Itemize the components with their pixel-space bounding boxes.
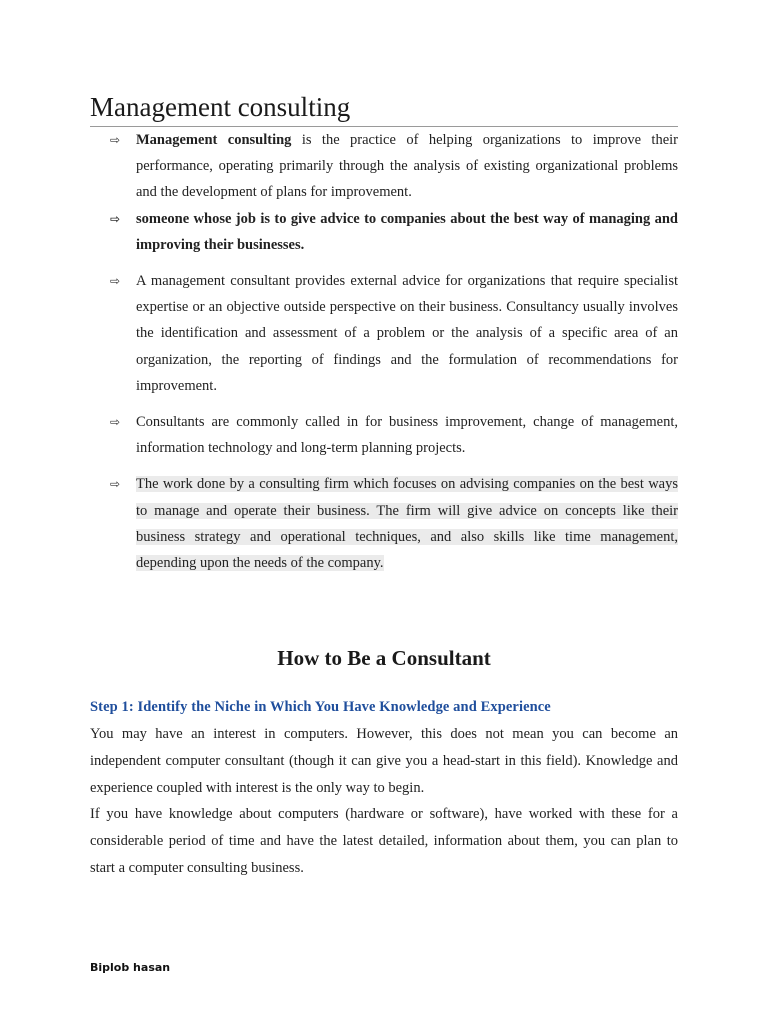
list-item bbox=[108, 409, 678, 461]
arrow-right-icon: ⇨ bbox=[110, 274, 121, 289]
footer-author: Biplob hasan bbox=[90, 961, 171, 974]
paragraph: If you have knowledge about computers (hardware or software), have worked with these for a considerable period of time and have the latest detailed, information about them, you can plan to start a computer consulting business. bbox=[90, 806, 678, 876]
bullet-text: is the practice of helping organizations to improve their performance, operating primarily through the analysis of existing organizational problems and the development of plans for improvement. bbox=[136, 132, 678, 201]
section-body bbox=[90, 721, 678, 882]
bullet-list bbox=[108, 127, 678, 576]
list-item bbox=[108, 206, 678, 258]
bullet-text: Consultants are commonly called in for business improvement, change of management, information technology and long-term planning projects. bbox=[136, 414, 678, 457]
list-item bbox=[108, 127, 678, 206]
arrow-right-icon: ⇨ bbox=[110, 415, 121, 430]
section-title: How to Be a Consultant bbox=[277, 646, 491, 670]
arrow-right-icon: ⇨ bbox=[110, 133, 121, 147]
page-title: Management consulting bbox=[90, 92, 351, 122]
bullet-lead: Management consulting bbox=[136, 132, 292, 148]
list-item bbox=[108, 471, 678, 576]
list-item bbox=[108, 268, 678, 399]
bullet-text: A management consultant provides external advice for organizations that require specialist expertise or an objective outside perspective on their business. Consultancy usually involves the identification and assessment of a problem or the analysis of a specific area of an organization, the reporting of findings and the formulation of recommendations for improvement. bbox=[136, 273, 678, 394]
arrow-right-icon: ⇨ bbox=[110, 211, 121, 226]
paragraph: You may have an interest in computers. However, this does not mean you can become an independent computer consultant (though it can give you a head-start in this field). Knowledge and experience coupled with interest is the only way to begin. bbox=[90, 726, 678, 796]
bullet-text: someone whose job is to give advice to companies about the best way of managing and improving their businesses. bbox=[136, 210, 678, 253]
highlighted-bullet-text: The work done by a consulting firm which focuses on advising companies on the best ways to manage and operate their business. The firm will give advice on concepts like their business strategy and operational techniques, and also skills like time management, depending upon the needs of the company. bbox=[136, 476, 678, 572]
step-heading: Step 1: Identify the Niche in Which You Have Knowledge and Experience bbox=[90, 699, 551, 715]
arrow-right-icon: ⇨ bbox=[110, 477, 121, 492]
